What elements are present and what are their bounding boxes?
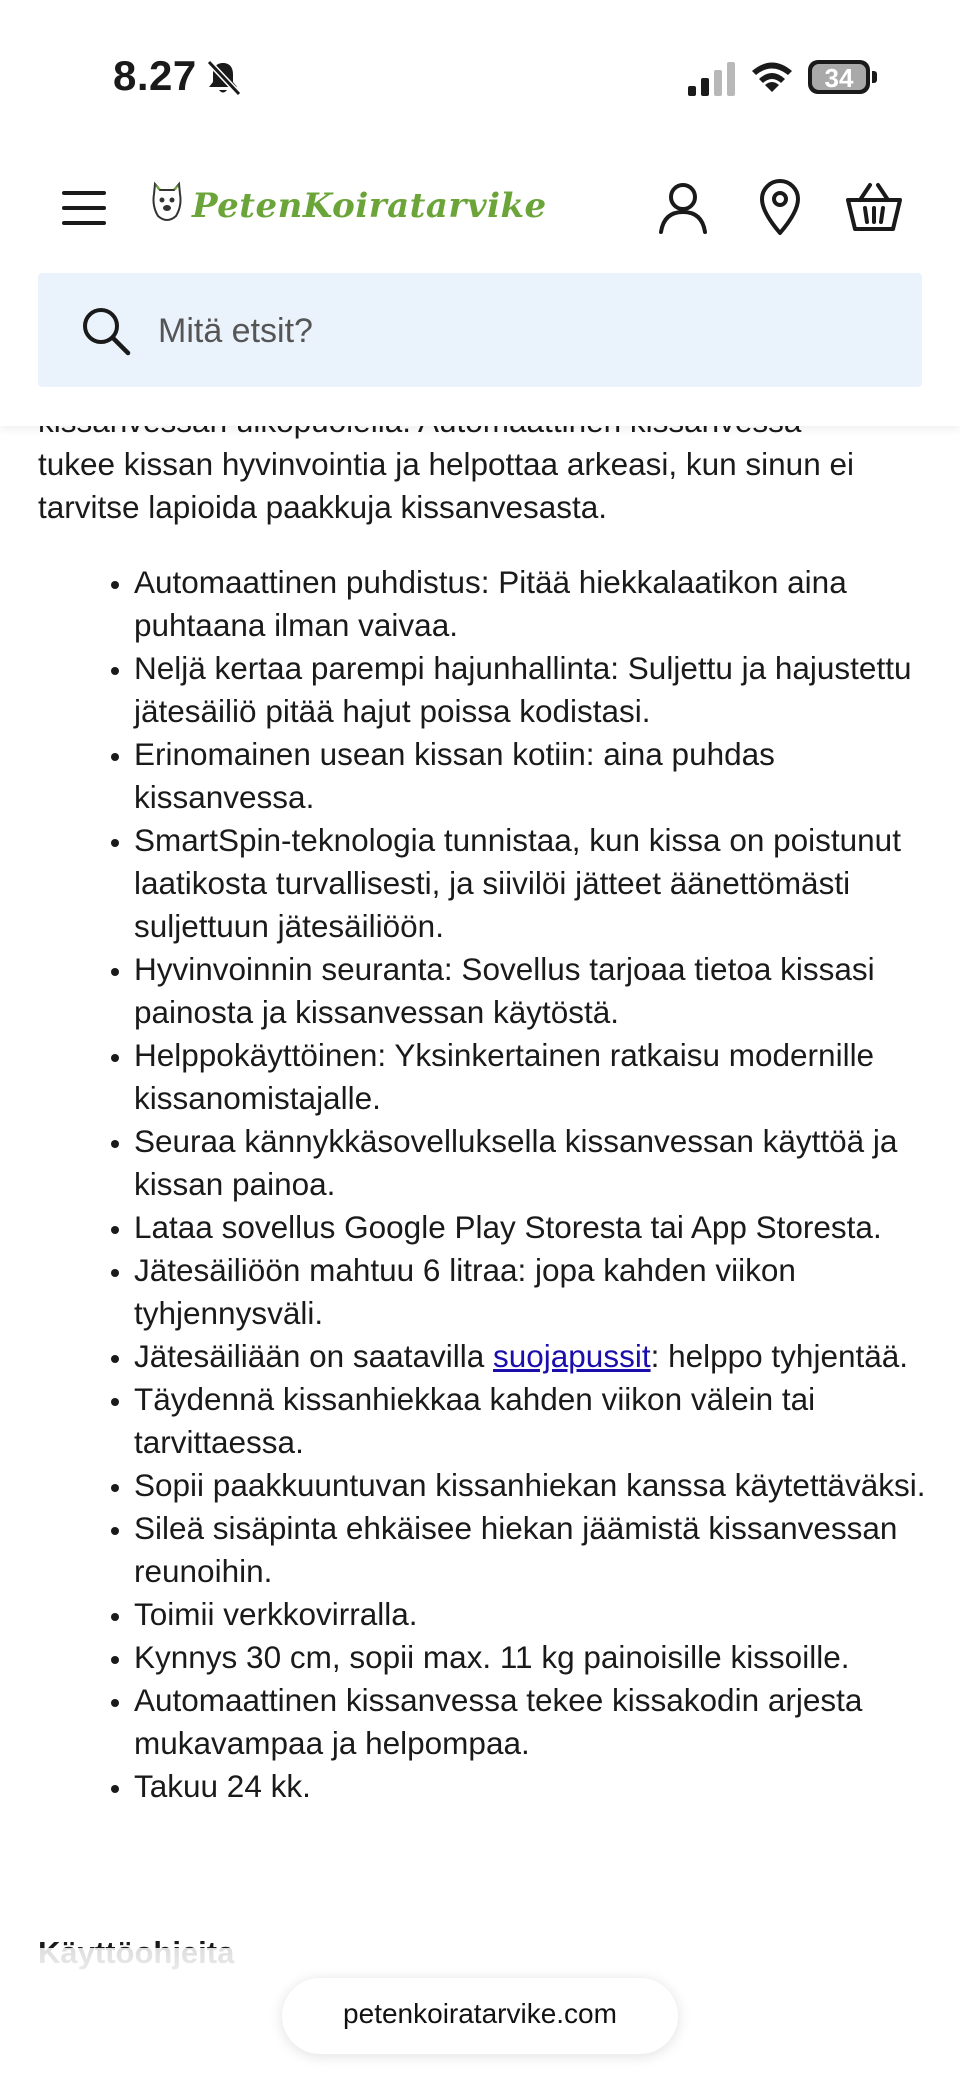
feature-item: • Lataa sovellus Google Play Storesta tai App Storesta.: [134, 1206, 928, 1249]
feature-item: • Automaattinen kissanvessa tekee kissakodin arjesta mukavampaa ja helpompaa.: [134, 1679, 928, 1765]
wifi-icon: [750, 58, 794, 96]
feature-item: • Helppokäyttöinen: Yksinkertainen ratkaisu modernille kissanomistajalle.: [134, 1034, 928, 1120]
product-description: [38, 400, 928, 1808]
feature-item: • Takuu 24 kk.: [134, 1765, 928, 1808]
shopping-basket-icon[interactable]: [846, 182, 902, 232]
feature-item: • Neljä kertaa parempi hajunhallinta: Suljettu ja hajustettu jätesäiliö pitää hajut poissa kodistasi.: [134, 647, 928, 733]
feature-item: • Hyvinvoinnin seuranta: Sovellus tarjoaa tietoa kissasi painosta ja kissanvessan käytöstä.: [134, 948, 928, 1034]
bell-muted-icon: [203, 58, 243, 98]
feature-text: : helppo tyhjentää.: [650, 1338, 909, 1374]
feature-item: • Sileä sisäpinta ehkäisee hiekan jäämistä kissanvessan reunoihin.: [134, 1507, 928, 1593]
battery-level: 34: [824, 63, 854, 93]
feature-item: • SmartSpin-teknologia tunnistaa, kun kissa on poistunut laatikosta turvallisesti, ja siivilöi jätteet äänettömästi suljettuun jätesäiliöön.: [134, 819, 928, 948]
feature-item: • Kynnys 30 cm, sopii max. 11 kg painoisille kissoille.: [134, 1636, 928, 1679]
feature-item: • Jätesäiliöön mahtuu 6 litraa: jopa kahden viikon tyhjennysväli.: [134, 1249, 928, 1335]
status-time: 8.27: [113, 52, 197, 99]
feature-item: • Automaattinen puhdistus: Pitää hiekkalaatikon aina puhtaana ilman vaivaa.: [134, 561, 928, 647]
intro-line: tukee kissan hyvinvointia ja helpottaa arkeasi, kun sinun ei: [38, 446, 854, 482]
feature-item: • Erinomainen usean kissan kotiin: aina puhdas kissanvessa.: [134, 733, 928, 819]
battery-indicator: [808, 60, 878, 96]
url-text: petenkoiratarvike.com: [343, 1998, 617, 2029]
feature-list: [38, 561, 928, 1808]
user-account-icon[interactable]: [656, 180, 710, 234]
feature-item-with-link: [134, 1335, 928, 1378]
cellular-signal-icon: [688, 62, 736, 96]
site-header: [0, 150, 960, 426]
feature-item: • Täydennä kissanhiekkaa kahden viikon välein tai tarvittaessa.: [134, 1378, 928, 1464]
hamburger-menu-icon[interactable]: [62, 188, 110, 228]
search-input[interactable]: [156, 301, 860, 361]
protective-bags-link[interactable]: suojapussit: [492, 1338, 651, 1374]
logo-text: PetenKoiratarvike: [192, 186, 547, 226]
feature-item: • Seuraa kännykkäsovelluksella kissanvessan käyttöä ja kissan painoa.: [134, 1120, 928, 1206]
address-bar[interactable]: [282, 1978, 678, 2054]
feature-text: Jätesäiliään on saatavilla: [134, 1338, 493, 1374]
store-location-icon[interactable]: [756, 178, 804, 236]
feature-item: • Toimii verkkovirralla.: [134, 1593, 928, 1636]
intro-line: tarvitse lapioida paakkuja kissanvesasta.: [38, 489, 608, 525]
status-bar: [0, 0, 960, 150]
dog-logo-icon: [150, 180, 184, 226]
feature-item: • Sopii paakkuuntuvan kissanhiekan kanssa käytettäväksi.: [134, 1464, 928, 1507]
search-bar[interactable]: [38, 273, 922, 387]
search-icon[interactable]: [80, 305, 132, 357]
